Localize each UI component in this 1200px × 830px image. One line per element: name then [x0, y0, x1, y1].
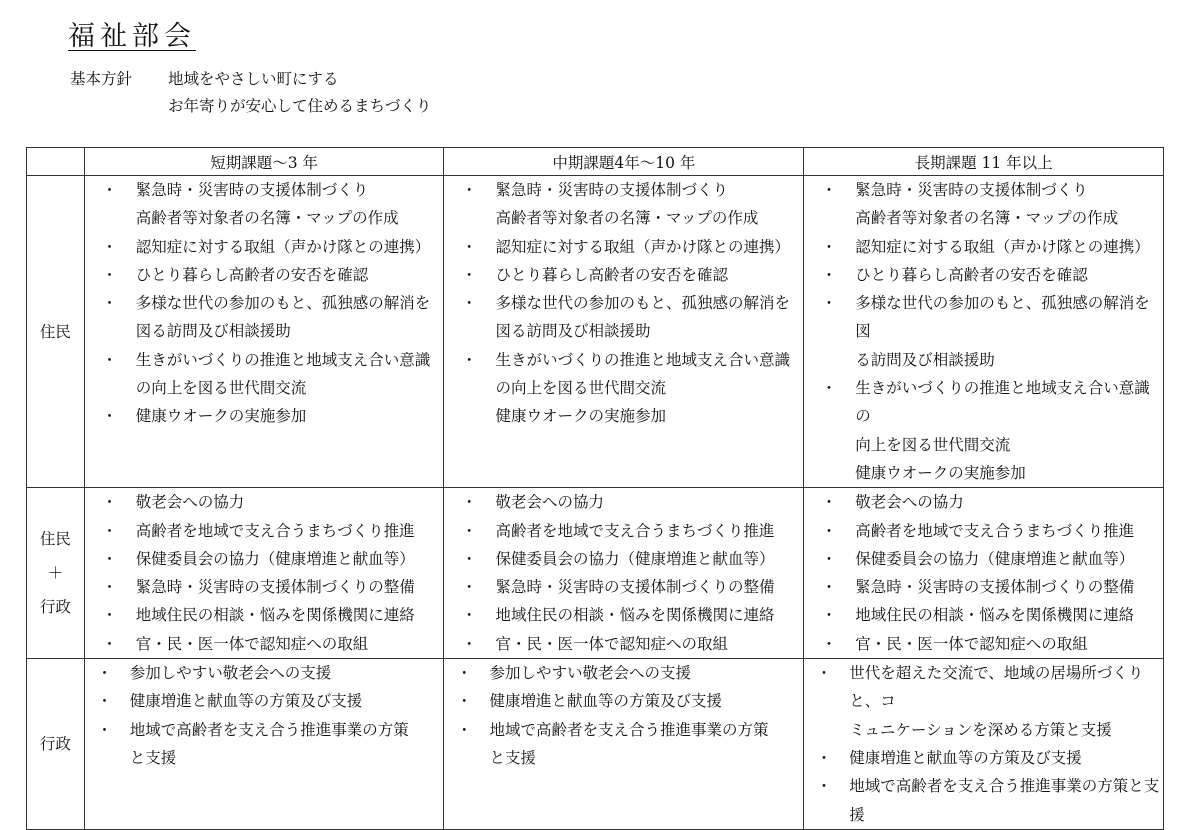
list-item: ・ 保健委員会の協力（健康増進と献血等）: [444, 545, 803, 573]
policy-label: 基本方針: [70, 69, 133, 88]
list-item: ・ 多様な世代の参加のもと、孤独感の解消を: [444, 289, 803, 317]
list-item: 健康ウオークの実施参加: [495, 407, 666, 426]
list-item: ・ 世代を超えた交流で、地域の居場所づくりと、コ: [804, 659, 1163, 716]
list-item: の向上を図る世代間交流: [495, 379, 666, 398]
header-short-term: 短期課題〜3 年: [84, 148, 444, 176]
list-item: ・ 高齢者を地域で支え合うまちづくり推進: [804, 517, 1163, 545]
row-label: [27, 488, 85, 659]
policy-row: [70, 64, 431, 91]
list-item: ・ 敬老会への協力: [85, 488, 444, 516]
list-item: ・ 認知症に対する取組（声かけ隊との連携）: [85, 233, 444, 261]
list-item: ・ 官・民・医一体で認知症への取組: [804, 630, 1163, 658]
list-item: 図る訪問及び相談援助: [135, 322, 291, 341]
header-mid-term: 中期課題4年〜10 年: [444, 148, 804, 176]
cell-short-term: [84, 659, 444, 830]
item-list: [444, 176, 803, 431]
policy-line: 地域をやさしい町にする: [168, 69, 339, 88]
row-residents-plus-government: [27, 488, 1164, 659]
list-item: ・ 地域住民の相談・悩みを関係機関に連絡: [804, 601, 1163, 629]
policy-row: [70, 91, 431, 118]
list-item: ・ 保健委員会の協力（健康増進と献血等）: [85, 545, 444, 573]
list-item: ・ 認知症に対する取組（声かけ隊との連携）: [444, 233, 803, 261]
item-list: [444, 659, 803, 772]
table-header-row: [27, 148, 1164, 176]
list-item: の向上を図る世代間交流: [135, 379, 307, 398]
row-label: [27, 176, 85, 488]
cell-long-term: [804, 488, 1164, 659]
list-item: 高齢者等対象者の名簿・マップの作成: [135, 209, 399, 228]
list-item: ・ ひとり暮らし高齢者の安否を確認: [444, 261, 803, 289]
list-item: ・ ひとり暮らし高齢者の安否を確認: [804, 261, 1163, 289]
row-label-text: ＋: [47, 564, 64, 583]
list-item: ・ 敬老会への協力: [444, 488, 803, 516]
list-item: ・ 多様な世代の参加のもと、孤独感の解消を図: [804, 289, 1163, 346]
header-corner: [27, 148, 85, 176]
list-item: と支援: [129, 748, 177, 767]
list-item: ・ 健康ウオークの実施参加: [85, 402, 444, 430]
list-item: ・ 官・民・医一体で認知症への取組: [444, 630, 803, 658]
list-item: ・ 緊急時・災害時の支援体制づくりの整備: [444, 573, 803, 601]
list-item: ・ 生きがいづくりの推進と地域支え合い意識: [444, 346, 803, 374]
list-item: ・ 参加しやすい敬老会への支援: [85, 659, 444, 687]
list-item: ・ 緊急時・災害時の支援体制づくり: [444, 176, 803, 204]
cell-long-term: [804, 659, 1164, 830]
list-item: ・ 健康増進と献血等の方策及び支援: [85, 687, 444, 715]
list-item: ・ 保健委員会の協力（健康増進と献血等）: [804, 545, 1163, 573]
list-item: る訪問及び相談援助: [855, 350, 995, 369]
list-item: 健康ウオークの実施参加: [855, 463, 1026, 482]
cell-mid-term: [444, 176, 804, 488]
item-list: [444, 488, 803, 658]
list-item: ・ 高齢者を地域で支え合うまちづくり推進: [85, 517, 444, 545]
list-item: ・ 地域で高齢者を支え合う推進事業の方策と支援: [804, 772, 1163, 829]
list-item: ・ 地域で高齢者を支え合う推進事業の方策: [444, 716, 803, 744]
list-item: と支援: [489, 748, 536, 767]
cell-mid-term: [444, 488, 804, 659]
list-item: ミュニケーションを深める方策と支援: [849, 720, 1112, 739]
list-item: ・ 参加しやすい敬老会への支援: [444, 659, 803, 687]
list-item: ・ 多様な世代の参加のもと、孤独感の解消を: [85, 289, 444, 317]
row-label: [27, 659, 85, 830]
row-government: [27, 659, 1164, 830]
task-table: [26, 147, 1164, 830]
item-list: [804, 488, 1163, 658]
list-item: 図る訪問及び相談援助: [495, 322, 651, 341]
list-item: ・ 敬老会への協力: [804, 488, 1163, 516]
list-item: ・ 地域住民の相談・悩みを関係機関に連絡: [444, 601, 803, 629]
list-item: ・ 緊急時・災害時の支援体制づくり: [85, 176, 444, 204]
list-item: 向上を図る世代間交流: [855, 435, 1011, 454]
item-list: [804, 659, 1163, 829]
page-title: 福祉部会: [68, 21, 196, 52]
list-item: ・ ひとり暮らし高齢者の安否を確認: [85, 261, 444, 289]
item-list: [85, 176, 444, 431]
list-item: 高齢者等対象者の名簿・マップの作成: [855, 209, 1119, 228]
item-list: [85, 488, 444, 658]
list-item: ・ 地域住民の相談・悩みを関係機関に連絡: [85, 601, 444, 629]
row-label-text: 住民: [39, 530, 71, 549]
list-item: ・ 高齢者を地域で支え合うまちづくり推進: [444, 517, 803, 545]
list-item: ・ 健康増進と献血等の方策及び支援: [444, 687, 803, 715]
row-residents: [27, 176, 1164, 488]
cell-short-term: [84, 488, 444, 659]
list-item: ・ 健康増進と献血等の方策及び支援: [804, 744, 1163, 772]
row-label-text: 住民: [39, 322, 71, 341]
policy-line: お年寄りが安心して住めるまちづくり: [168, 96, 432, 115]
cell-short-term: [84, 176, 444, 488]
list-item: ・ 緊急時・災害時の支援体制づくり: [804, 176, 1163, 204]
header-long-term: 長期課題 11 年以上: [804, 148, 1164, 176]
list-item: ・ 緊急時・災害時の支援体制づくりの整備: [85, 573, 444, 601]
list-item: ・ 官・民・医一体で認知症への取組: [85, 630, 444, 658]
row-label-text: 行政: [39, 734, 71, 753]
item-list: [804, 176, 1163, 487]
list-item: ・ 生きがいづくりの推進と地域支え合い意識: [85, 346, 444, 374]
list-item: 高齢者等対象者の名簿・マップの作成: [495, 209, 759, 228]
list-item: ・ 緊急時・災害時の支援体制づくりの整備: [804, 573, 1163, 601]
table-body: [27, 176, 1164, 830]
basic-policy: [70, 64, 431, 118]
list-item: ・ 生きがいづくりの推進と地域支え合い意識の: [804, 374, 1163, 431]
list-item: ・ 地域で高齢者を支え合う推進事業の方策: [85, 716, 444, 744]
list-item: ・ 認知症に対する取組（声かけ隊との連携）: [804, 233, 1163, 261]
row-label-text: 行政: [39, 598, 71, 617]
cell-mid-term: [444, 659, 804, 830]
cell-long-term: [804, 176, 1164, 488]
item-list: [85, 659, 444, 772]
